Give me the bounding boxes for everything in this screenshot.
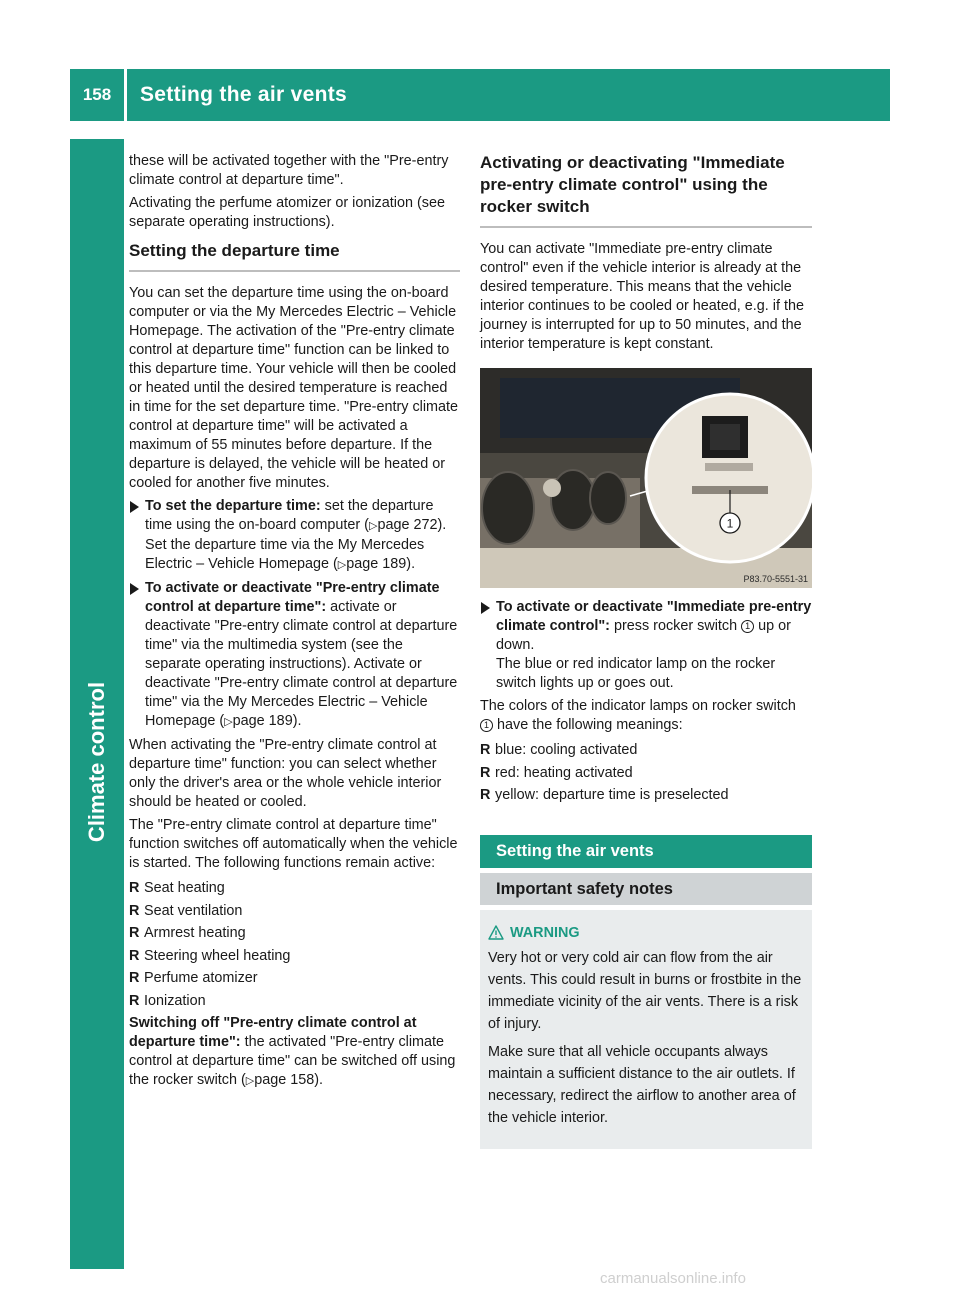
- list-item: R blue: cooling activated: [480, 739, 812, 762]
- dashboard-photo: [480, 368, 812, 588]
- callout-1-icon: 1: [741, 620, 754, 633]
- callout-1-icon: 1: [480, 719, 493, 732]
- list-item: R yellow: departure time is preselected: [480, 784, 812, 807]
- bullet-icon: R: [129, 925, 140, 941]
- page-header: [70, 69, 890, 121]
- dashboard-illustration: [480, 368, 812, 588]
- page-title: Setting the air vents: [140, 83, 348, 106]
- sidebar-label: Climate control: [84, 681, 110, 843]
- page-ref-link[interactable]: page 189).: [232, 713, 302, 729]
- page-ref-icon: ▷: [224, 716, 233, 728]
- step-result: The blue or red indicator lamp on the rocker switch lights up or goes out.: [496, 656, 776, 691]
- warning-triangle-icon: [488, 925, 504, 940]
- indicator-colors-list: [480, 739, 812, 807]
- instruction-step: [129, 497, 460, 575]
- list-item: R Steering wheel heating: [129, 945, 460, 968]
- section-banner: Setting the air vents: [480, 835, 812, 868]
- page-number: 158: [82, 85, 112, 104]
- list-item: R Perfume atomizer: [129, 967, 460, 990]
- page-ref-icon: ▷: [245, 1075, 255, 1087]
- watermark: carmanualsonline.info: [600, 1270, 746, 1287]
- paragraph: Switching off "Pre-entry climate control at departure time": the activated "Pre-entry climate control at departure time" can be switched off using the rocker switch (▷page 158).: [129, 1015, 456, 1088]
- warning-text: Make sure that all vehicle occupants always maintain a sufficient distance to the air outlets. If necessary, redirect the airflow to another area of the vehicle interior.: [488, 1043, 796, 1126]
- inline-heading: Switching off "Pre-entry climate control at departure time":: [129, 1015, 417, 1050]
- bullet-icon: R: [129, 992, 140, 1009]
- list-item: R Seat ventilation: [129, 900, 460, 923]
- svg-text:1: 1: [726, 516, 734, 531]
- left-column: [129, 152, 460, 1095]
- paragraph: You can activate "Immediate pre-entry climate control" even if the vehicle interior is already at the desired temperature. This means that the vehicle interior continues to be cooled or heated, e.g. if the journey is interrupted for up to 50 minutes, and the interior temperature is kept constant.: [480, 241, 805, 352]
- paragraph: Activating the perfume atomizer or ionization (see separate operating instructions).: [129, 195, 445, 230]
- bullet-icon: R: [129, 902, 140, 919]
- instruction-step: [129, 579, 460, 732]
- bullet-icon: R: [480, 742, 491, 758]
- list-item: R red: heating activated: [480, 762, 812, 785]
- step-text: set the departure time using the on-board computer (: [145, 498, 434, 533]
- page-ref-icon: ▷: [337, 559, 347, 571]
- warning-box: [480, 910, 812, 1149]
- bullet-icon: R: [129, 970, 140, 986]
- page-ref-link[interactable]: page 272). Set the departure time via the My Mercedes Electric – Vehicle Homepage (: [145, 517, 447, 572]
- step-label: To activate or deactivate "Immediate pre-entry climate control":: [496, 599, 812, 634]
- section-heading: Activating or deactivating "Immediate pre-entry climate control" using the rocker switch: [480, 152, 812, 228]
- list-item: R Seat heating: [129, 877, 460, 900]
- paragraph: The colors of the indicator lamps on rocker switch 1 have the following meanings:: [480, 698, 796, 733]
- bullet-icon: R: [480, 787, 491, 803]
- step-arrow-icon: [130, 501, 139, 513]
- list-item: R Ionization: [129, 990, 460, 1013]
- section-heading: Setting the departure time: [129, 240, 460, 272]
- warning-title: WARNING: [488, 922, 804, 944]
- bullet-icon: R: [129, 947, 140, 964]
- page-ref-icon: ▷: [368, 520, 378, 532]
- paragraph: these will be activated together with the "Pre-entry climate control at departure time".: [129, 153, 449, 188]
- paragraph: You can set the departure time using the on-board computer or via the My Mercedes Electric – Vehicle Homepage. The activation of the "Pre-entry climate control at departure time" function can be linked to this departure time. Your vehicle will then be cooled or heated until the desired temperature is reached in time for the set departure time. "Pre-entry climate control at departure time" will be activated a maximum of 55 minutes before departure. If the departure is delayed, the vehicle will be heated or cooled for another five minutes.: [129, 285, 459, 491]
- page-ref-link[interactable]: page 158).: [254, 1072, 324, 1088]
- step-label: To set the departure time:: [145, 498, 321, 514]
- page-ref-link[interactable]: page 189).: [346, 556, 416, 572]
- paragraph: The "Pre-entry climate control at departure time" function switches off automatically when the vehicle is started. The following functions remain active:: [129, 817, 458, 871]
- right-column: [480, 152, 812, 1149]
- instruction-step: To activate or deactivate "Immediate pre-entry climate control": press rocker switch 1 up or down. The blue or red indicator lamp on the rocker switch lights up or goes out.: [480, 598, 812, 693]
- list-item: R Armrest heating: [129, 922, 460, 945]
- bullet-icon: R: [129, 880, 140, 896]
- svg-text:P83.70-5551-31: P83.70-5551-31: [743, 574, 808, 584]
- step-arrow-icon: [481, 602, 490, 614]
- step-text: activate or deactivate "Pre-entry climate control at departure time" via the multimedia system (see the separate operating instructions). Activate or deactivate "Pre-entry climate control at departure time" via the My Mercedes Electric – Vehicle Homepage (: [145, 599, 458, 729]
- step-arrow-icon: [130, 583, 139, 595]
- bullet-icon: R: [480, 764, 491, 781]
- active-functions-list: [129, 877, 460, 1012]
- paragraph: When activating the "Pre-entry climate control at departure time" function: you can select whether only the driver's area or the whole vehicle interior should be heated or cooled.: [129, 737, 442, 810]
- warning-text: Very hot or very cold air can flow from the air vents. This could result in burns or frostbite in the immediate vicinity of the air vents. There is a risk of injury.: [488, 949, 802, 1032]
- step-label: To activate or deactivate "Pre-entry climate control at departure time":: [145, 580, 440, 615]
- subsection-banner: Important safety notes: [480, 873, 812, 905]
